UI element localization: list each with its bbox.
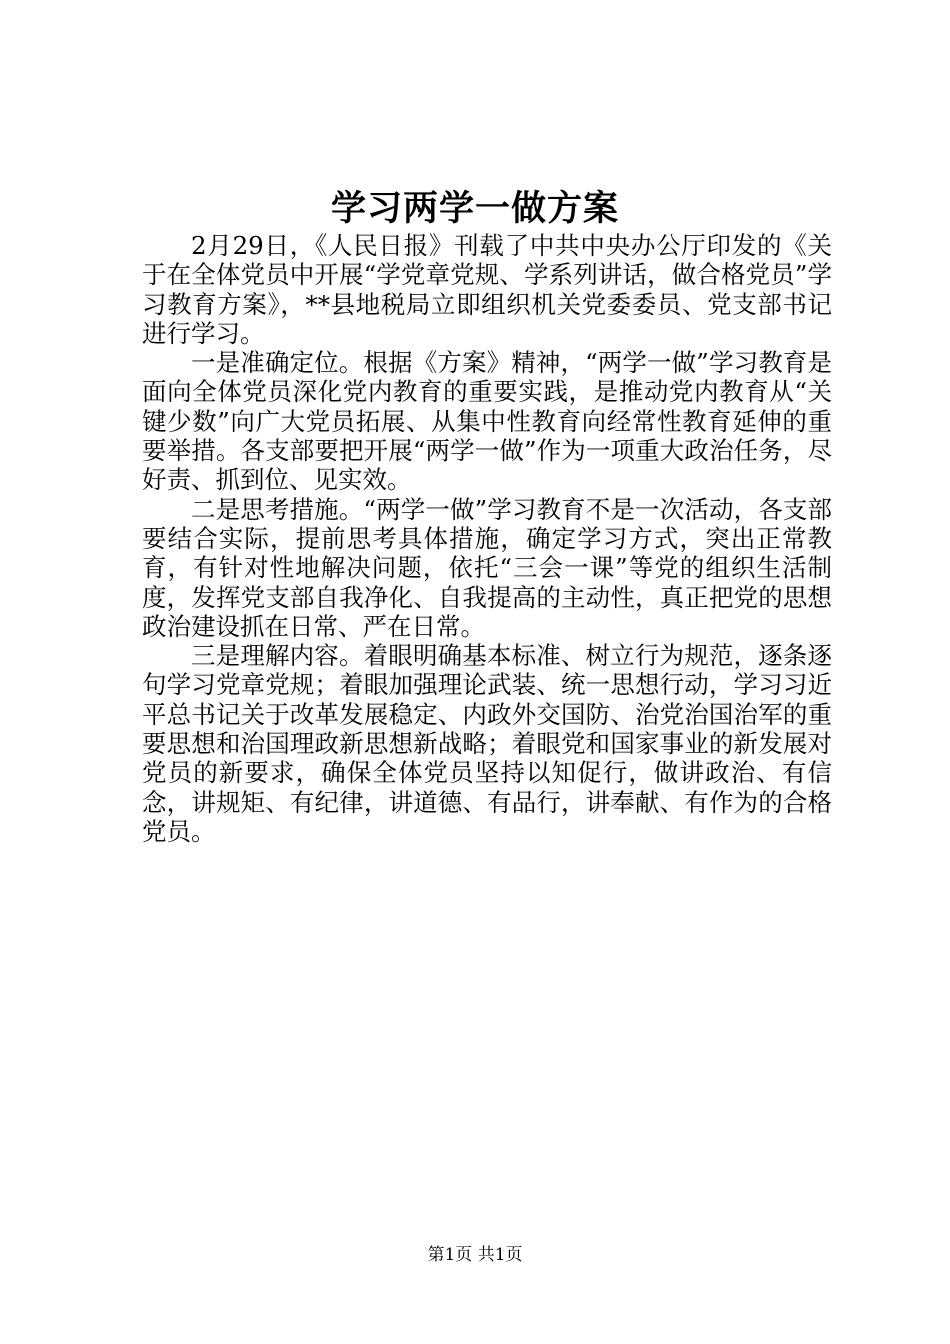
- paragraph-measures: 二是思考措施。“两学一做”学习教育不是一次活动，各支部要结合实际，提前思考具体措施，确定学习方式，突出正常教育，有针对性地解决问题，依托“三会一课”等党的组织生活制度，发挥党支部自我净化、自我提高的主动性，真正把党的思想政治建设抓在日常、严在日常。: [142, 494, 832, 641]
- document-body: [142, 231, 832, 846]
- page-title: 学习两学一做方案: [330, 188, 619, 229]
- page-footer: 第1页 共1页: [427, 1245, 523, 1265]
- paragraph-intro: 2月29日，《人民日报》刊载了中共中央办公厅印发的《关于在全体党员中开展“学党章党规、学系列讲话，做合格党员”学习教育方案》，**县地税局立即组织机关党委委员、党支部书记进行学习。: [142, 231, 832, 348]
- paragraph-content: 三是理解内容。着眼明确基本标准、树立行为规范，逐条逐句学习党章党规；着眼加强理论武装、统一思想行动，学习习近平总书记关于改革发展稳定、内政外交国防、治党治国治军的重要思想和治国理政新思想新战略；着眼党和国家事业的新发展对党员的新要求，确保全体党员坚持以知促行，做讲政治、有信念，讲规矩、有纪律，讲道德、有品行，讲奉献、有作为的合格党员。: [142, 641, 832, 846]
- paragraph-positioning: 一是准确定位。根据《方案》精神，“两学一做”学习教育是面向全体党员深化党内教育的重要实践，是推动党内教育从“关键少数”向广大党员拓展、从集中性教育向经常性教育延伸的重要举措。各支部要把开展“两学一做”作为一项重大政治任务，尽好责、抓到位、见实效。: [142, 348, 832, 495]
